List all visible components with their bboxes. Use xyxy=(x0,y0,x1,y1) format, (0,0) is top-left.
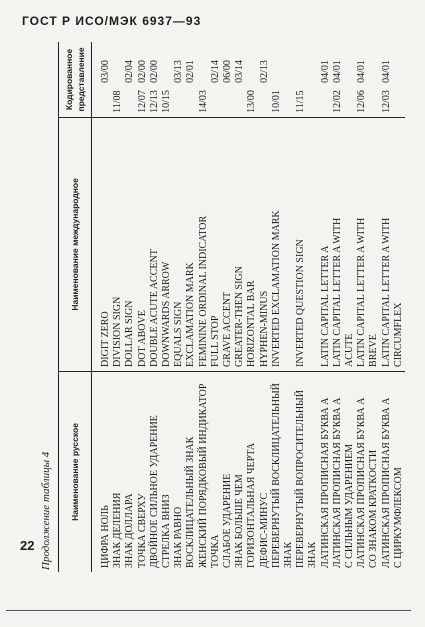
code-cell xyxy=(92,42,113,117)
code-value xyxy=(112,53,124,83)
table-row xyxy=(185,42,197,572)
code-cell xyxy=(173,42,185,117)
code-prefix xyxy=(320,83,332,113)
international-name: GREATER-THEN SIGN xyxy=(234,117,246,371)
code-prefix xyxy=(210,83,222,113)
table-row xyxy=(137,42,149,572)
international-name: DOUBLE ACUTE ACCENT xyxy=(149,117,161,371)
column-header-international: Наименование международное xyxy=(59,117,92,371)
table-row xyxy=(149,42,161,572)
code-value: 04/01 xyxy=(319,60,331,83)
code-value: 03/13 xyxy=(173,60,185,83)
code-value: 03/00 xyxy=(100,60,111,83)
russian-name: ДВОЙНОЕ СИЛЬНОЕ УДАРЕНИЕ xyxy=(148,415,160,568)
code-cell xyxy=(368,42,380,117)
russian-name: ПЕРЕВЕРНУТЫЙ ВОСКЛИЦАТЕЛЬНЫЙ xyxy=(270,383,282,568)
international-name: FULL STOP xyxy=(210,117,222,371)
international-name: HORIZONTAL BAR xyxy=(246,117,258,371)
table-row xyxy=(271,42,283,572)
russian-name: С ЦИРКУМФЛЕКСОМ xyxy=(392,467,404,568)
code-value: 02/01 xyxy=(185,60,197,83)
international-name: INVERTED QUESTION SIGN xyxy=(295,117,307,371)
russian-name: ЛАТИНСКАЯ ПРОПИСНАЯ БУКВА А xyxy=(319,397,331,568)
code-prefix: 12/06 xyxy=(356,90,368,113)
table-row xyxy=(259,42,271,572)
code-prefix: 11/15 xyxy=(295,90,307,113)
code-cell xyxy=(307,42,319,117)
code-value xyxy=(246,53,258,83)
table-row xyxy=(307,42,319,572)
international-name: LATIN CAPITAL LETTER A WITH xyxy=(332,117,344,371)
code-cell xyxy=(149,42,161,117)
code-prefix: 12/07 xyxy=(136,90,148,113)
rotated-content xyxy=(40,42,410,572)
code-cell xyxy=(344,42,356,117)
international-name: LATIN CAPITAL LETTER A WITH xyxy=(381,117,393,371)
international-name xyxy=(283,117,295,371)
column-header-code: Кодированное представление xyxy=(59,42,92,117)
code-cell xyxy=(295,42,307,117)
international-name: HYPHEN-MINUS xyxy=(259,117,271,371)
russian-name: ПЕРЕВЕРНУТЫЙ ВОПРОСИТЕЛЬНЫЙ xyxy=(295,390,307,568)
code-cell xyxy=(137,42,149,117)
table-row xyxy=(246,42,258,572)
code-prefix: 10/15 xyxy=(161,90,173,113)
international-name: FEMININE ORDINAL INDICATOR xyxy=(198,117,210,371)
column-header-russian: Наименование русское xyxy=(59,371,92,572)
russian-name: ЗНАК ДЕЛЕНИЯ xyxy=(112,492,124,568)
international-name: DIGIT ZERO xyxy=(92,117,113,371)
table-row xyxy=(92,42,113,572)
code-cell xyxy=(356,42,368,117)
code-value xyxy=(161,53,173,83)
character-table xyxy=(58,42,405,572)
code-cell xyxy=(185,42,197,117)
international-name: LATIN CAPITAL LETTER A WITH xyxy=(356,117,368,371)
code-value: 03/14 xyxy=(234,60,246,83)
code-value xyxy=(295,53,307,83)
international-name: INVERTED EXCLAMATION MARK xyxy=(271,117,283,371)
code-cell xyxy=(234,42,246,117)
russian-name: ЗНАК БОЛЬШЕ ЧЕМ xyxy=(234,474,246,568)
code-prefix xyxy=(234,83,246,113)
code-value xyxy=(198,53,210,83)
code-cell xyxy=(246,42,258,117)
code-cell xyxy=(198,42,210,117)
code-cell xyxy=(124,42,136,117)
table-body xyxy=(92,42,406,572)
russian-name: ЛАТИНСКАЯ ПРОПИСНАЯ БУКВА А xyxy=(356,397,368,568)
code-prefix: 11/08 xyxy=(112,90,124,113)
code-prefix: 12/13 xyxy=(148,90,160,113)
code-prefix xyxy=(185,83,197,113)
code-cell xyxy=(112,42,124,117)
code-cell xyxy=(161,42,173,117)
page-number: 22 xyxy=(20,538,35,553)
code-prefix xyxy=(222,83,234,113)
russian-name: С СИЛЬНЫМ УДАРЕНИЕМ xyxy=(344,443,356,568)
table-caption: Продолжение таблицы 4 xyxy=(40,451,52,570)
russian-name: ЛАТИНСКАЯ ПРОПИСНАЯ БУКВА А xyxy=(331,397,343,568)
table-row xyxy=(222,42,234,572)
table-row xyxy=(283,42,295,572)
document-header: ГОСТ Р ИСО/МЭК 6937—93 xyxy=(22,14,202,28)
table-row xyxy=(332,42,344,572)
russian-name: ДЕФИС-МИНУС xyxy=(258,492,270,568)
international-name: DOLLAR SIGN xyxy=(124,117,136,371)
code-prefix: 14/03 xyxy=(197,90,209,113)
code-value: 02/00 xyxy=(136,60,148,83)
rotated-table-area xyxy=(40,42,410,572)
code-cell xyxy=(222,42,234,117)
code-value: 04/01 xyxy=(331,60,343,83)
international-name: ACUTE xyxy=(344,117,356,371)
code-prefix: 10/01 xyxy=(270,90,282,113)
international-name: GRAVE ACCENT xyxy=(222,117,234,371)
table-row xyxy=(124,42,136,572)
code-value: 02/04 xyxy=(124,60,136,83)
table-row xyxy=(356,42,368,572)
code-prefix xyxy=(173,83,185,113)
international-name: BREVE xyxy=(368,117,380,371)
code-cell xyxy=(259,42,271,117)
table-row xyxy=(161,42,173,572)
russian-name: ВОСКЛИЦАТЕЛЬНЫЙ ЗНАК xyxy=(185,436,197,568)
table-row xyxy=(295,42,307,572)
international-name: CIRCUMFLEX xyxy=(393,117,405,371)
international-name: LATIN CAPITAL LETTER A xyxy=(320,117,332,371)
table-row xyxy=(173,42,185,572)
code-prefix xyxy=(259,83,271,113)
code-prefix: 12/02 xyxy=(331,90,343,113)
international-name: EQUALS SIGN xyxy=(173,117,185,371)
russian-name: ЖЕНСКИЙ ПОРЯДКОВЫЙ ИНДИКАТОР xyxy=(197,383,209,568)
table-row xyxy=(320,42,332,572)
code-cell xyxy=(210,42,222,117)
international-name: DOT ABOVE xyxy=(137,117,149,371)
international-name: EXCLAMATION MARK xyxy=(185,117,197,371)
table-row xyxy=(368,42,380,572)
code-value: 02/13 xyxy=(258,60,270,83)
code-cell xyxy=(332,42,344,117)
russian-name: СЛАБОЕ УДАРЕНИЕ xyxy=(222,473,234,568)
russian-name: ЗНАК РАВНО xyxy=(173,506,185,568)
code-value: 02/00 xyxy=(148,60,160,83)
table-row xyxy=(210,42,222,572)
russian-name: ГОРИЗОНТАЛЬНАЯ ЧЕРТА xyxy=(246,442,258,568)
table-row xyxy=(234,42,246,572)
code-value: 04/01 xyxy=(380,60,392,83)
bottom-rule xyxy=(6,610,411,611)
code-value: 02/14 xyxy=(209,60,221,83)
russian-name: ЗНАК xyxy=(283,541,295,568)
international-name xyxy=(307,117,319,371)
russian-name: ЗНАК xyxy=(307,541,319,568)
table-row xyxy=(393,42,405,572)
code-value: 06/00 xyxy=(222,60,234,83)
russian-name: СТРЕЛКА ВНИЗ xyxy=(161,494,173,568)
international-name: DIVISION SIGN xyxy=(112,117,124,371)
code-prefix: 12/03 xyxy=(380,90,392,113)
code-cell xyxy=(320,42,332,117)
code-prefix xyxy=(124,83,136,113)
russian-name: ЛАТИНСКАЯ ПРОПИСНАЯ БУКВА А xyxy=(380,397,392,568)
code-cell xyxy=(283,42,295,117)
code-prefix xyxy=(100,83,112,113)
table-row xyxy=(381,42,393,572)
table-row xyxy=(344,42,356,572)
code-cell xyxy=(271,42,283,117)
russian-name: ТОЧКА СВЕРХУ xyxy=(136,493,148,568)
code-cell xyxy=(393,42,405,117)
table-row xyxy=(112,42,124,572)
code-cell xyxy=(381,42,393,117)
russian-name: СО ЗНАКОМ КРАТКОСТИ xyxy=(368,449,380,568)
code-value: 04/01 xyxy=(356,60,368,83)
code-value xyxy=(271,53,283,83)
code-prefix: 13/00 xyxy=(246,90,258,113)
russian-name: ЦИФРА НОЛЬ xyxy=(100,505,111,568)
russian-name: ЗНАК ДОЛЛАРА xyxy=(124,493,136,568)
international-name: DOWNWARDS ARROW xyxy=(161,117,173,371)
russian-name: ТОЧКА xyxy=(209,534,221,568)
table-row xyxy=(198,42,210,572)
